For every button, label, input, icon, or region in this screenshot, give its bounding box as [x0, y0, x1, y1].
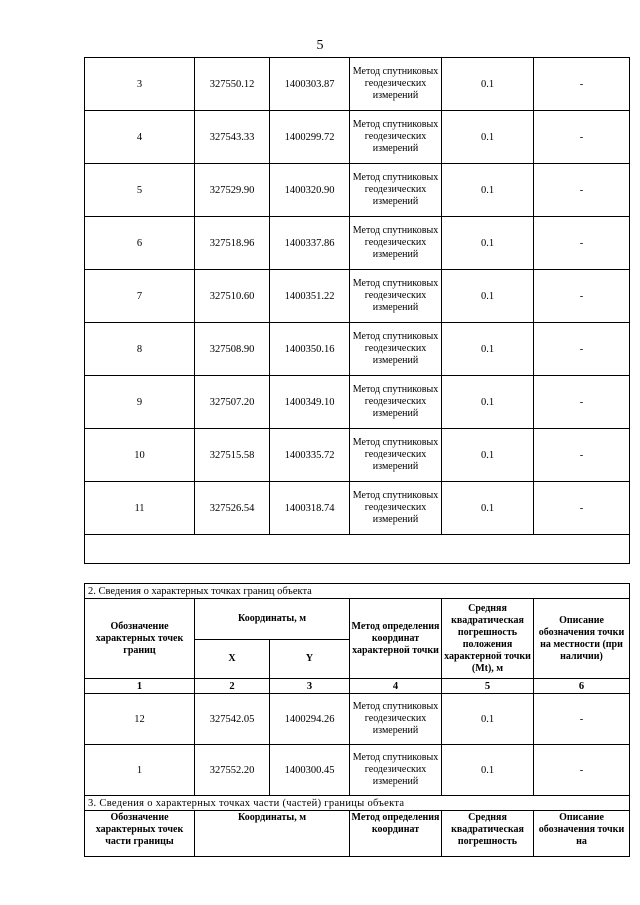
x-coordinate-cell: 327508.90 — [195, 323, 270, 376]
method-cell: Метод спутниковых геодезических измерений — [350, 58, 442, 111]
method-cell: Метод спутниковых геодезических измерений — [350, 111, 442, 164]
column-number: 5 — [442, 679, 534, 694]
error-cell: 0.1 — [442, 376, 534, 429]
x-coordinate-cell: 327518.96 — [195, 217, 270, 270]
error-cell: 0.1 — [442, 111, 534, 164]
boundary-points-table — [84, 583, 630, 857]
column-number: 2 — [195, 679, 270, 694]
y-coordinate-cell: 1400320.90 — [270, 164, 350, 217]
empty-row — [85, 535, 630, 564]
column-number: 6 — [534, 679, 630, 694]
description-cell: - — [534, 217, 630, 270]
x-coordinate-cell: 327526.54 — [195, 482, 270, 535]
y-coordinate-cell: 1400349.10 — [270, 376, 350, 429]
section-2-title: 2. Сведения о характерных точках границ объекта — [85, 584, 630, 599]
point-number-cell: 6 — [85, 217, 195, 270]
description-cell: - — [534, 323, 630, 376]
error-cell: 0.1 — [442, 323, 534, 376]
table-row — [85, 164, 630, 217]
description-cell: - — [534, 482, 630, 535]
y-coordinate-cell: 1400300.45 — [270, 745, 350, 796]
x-coordinate-cell: 327550.12 — [195, 58, 270, 111]
column-number: 4 — [350, 679, 442, 694]
table-row — [85, 111, 630, 164]
section-3-header-error: Средняя квадратическая погрешность — [442, 811, 534, 857]
section-3-header-description: Описание обозначения точки на — [534, 811, 630, 857]
method-cell: Метод спутниковых геодезических измерений — [350, 270, 442, 323]
method-cell: Метод спутниковых геодезических измерений — [350, 164, 442, 217]
x-coordinate-cell: 327552.20 — [195, 745, 270, 796]
point-number-cell: 11 — [85, 482, 195, 535]
table-row — [85, 745, 630, 796]
error-cell: 0.1 — [442, 745, 534, 796]
point-number-cell: 8 — [85, 323, 195, 376]
table-row — [85, 270, 630, 323]
method-cell: Метод спутниковых геодезических измерений — [350, 429, 442, 482]
method-cell: Метод спутниковых геодезических измерений — [350, 217, 442, 270]
y-coordinate-cell: 1400350.16 — [270, 323, 350, 376]
description-cell: - — [534, 164, 630, 217]
error-cell: 0.1 — [442, 429, 534, 482]
table-row — [85, 217, 630, 270]
description-cell: - — [534, 745, 630, 796]
table-row — [85, 323, 630, 376]
description-cell: - — [534, 429, 630, 482]
table-row — [85, 482, 630, 535]
error-cell: 0.1 — [442, 164, 534, 217]
description-cell: - — [534, 270, 630, 323]
table-row — [85, 376, 630, 429]
point-number-cell: 12 — [85, 694, 195, 745]
description-cell: - — [534, 376, 630, 429]
method-cell: Метод спутниковых геодезических измерений — [350, 323, 442, 376]
error-cell: 0.1 — [442, 270, 534, 323]
method-cell: Метод спутниковых геодезических измерений — [350, 482, 442, 535]
point-number-cell: 5 — [85, 164, 195, 217]
section-3-title: 3. Сведения о характерных точках части (частей) границы объекта — [85, 796, 630, 811]
coordinates-table-continued — [84, 57, 630, 564]
y-coordinate-cell: 1400337.86 — [270, 217, 350, 270]
error-cell: 0.1 — [442, 58, 534, 111]
header-description: Описание обозначения точки на местности (при наличии) — [534, 599, 630, 679]
point-number-cell: 9 — [85, 376, 195, 429]
point-number-cell: 4 — [85, 111, 195, 164]
point-number-cell: 1 — [85, 745, 195, 796]
x-coordinate-cell: 327543.33 — [195, 111, 270, 164]
section-3-header-point: Обозначение характерных точек части границы — [85, 811, 195, 857]
error-cell: 0.1 — [442, 694, 534, 745]
table-row — [85, 58, 630, 111]
method-cell: Метод спутниковых геодезических измерений — [350, 376, 442, 429]
method-cell: Метод спутниковых геодезических измерений — [350, 745, 442, 796]
point-number-cell: 7 — [85, 270, 195, 323]
y-coordinate-cell: 1400299.72 — [270, 111, 350, 164]
method-cell: Метод спутниковых геодезических измерений — [350, 694, 442, 745]
header-method: Метод определения координат характерной точки — [350, 599, 442, 679]
y-coordinate-cell: 1400294.26 — [270, 694, 350, 745]
empty-cell — [85, 535, 630, 564]
header-point: Обозначение характерных точек границ — [85, 599, 195, 679]
x-coordinate-cell: 327507.20 — [195, 376, 270, 429]
y-coordinate-cell: 1400351.22 — [270, 270, 350, 323]
point-number-cell: 10 — [85, 429, 195, 482]
page-number: 5 — [316, 38, 324, 53]
x-coordinate-cell: 327542.05 — [195, 694, 270, 745]
header-y: Y — [270, 640, 350, 679]
y-coordinate-cell: 1400303.87 — [270, 58, 350, 111]
section-3-header-method: Метод определения координат — [350, 811, 442, 857]
point-number-cell: 3 — [85, 58, 195, 111]
error-cell: 0.1 — [442, 482, 534, 535]
x-coordinate-cell: 327515.58 — [195, 429, 270, 482]
section-3-header-coords: Координаты, м — [195, 811, 350, 857]
description-cell: - — [534, 58, 630, 111]
column-number: 3 — [270, 679, 350, 694]
y-coordinate-cell: 1400335.72 — [270, 429, 350, 482]
description-cell: - — [534, 694, 630, 745]
y-coordinate-cell: 1400318.74 — [270, 482, 350, 535]
error-cell: 0.1 — [442, 217, 534, 270]
table-row — [85, 694, 630, 745]
description-cell: - — [534, 111, 630, 164]
header-x: X — [195, 640, 270, 679]
x-coordinate-cell: 327510.60 — [195, 270, 270, 323]
header-error: Средняя квадратическая погрешность положения характерной точки (Mt), м — [442, 599, 534, 679]
header-coords: Координаты, м — [195, 599, 350, 640]
x-coordinate-cell: 327529.90 — [195, 164, 270, 217]
column-number: 1 — [85, 679, 195, 694]
table-row — [85, 429, 630, 482]
